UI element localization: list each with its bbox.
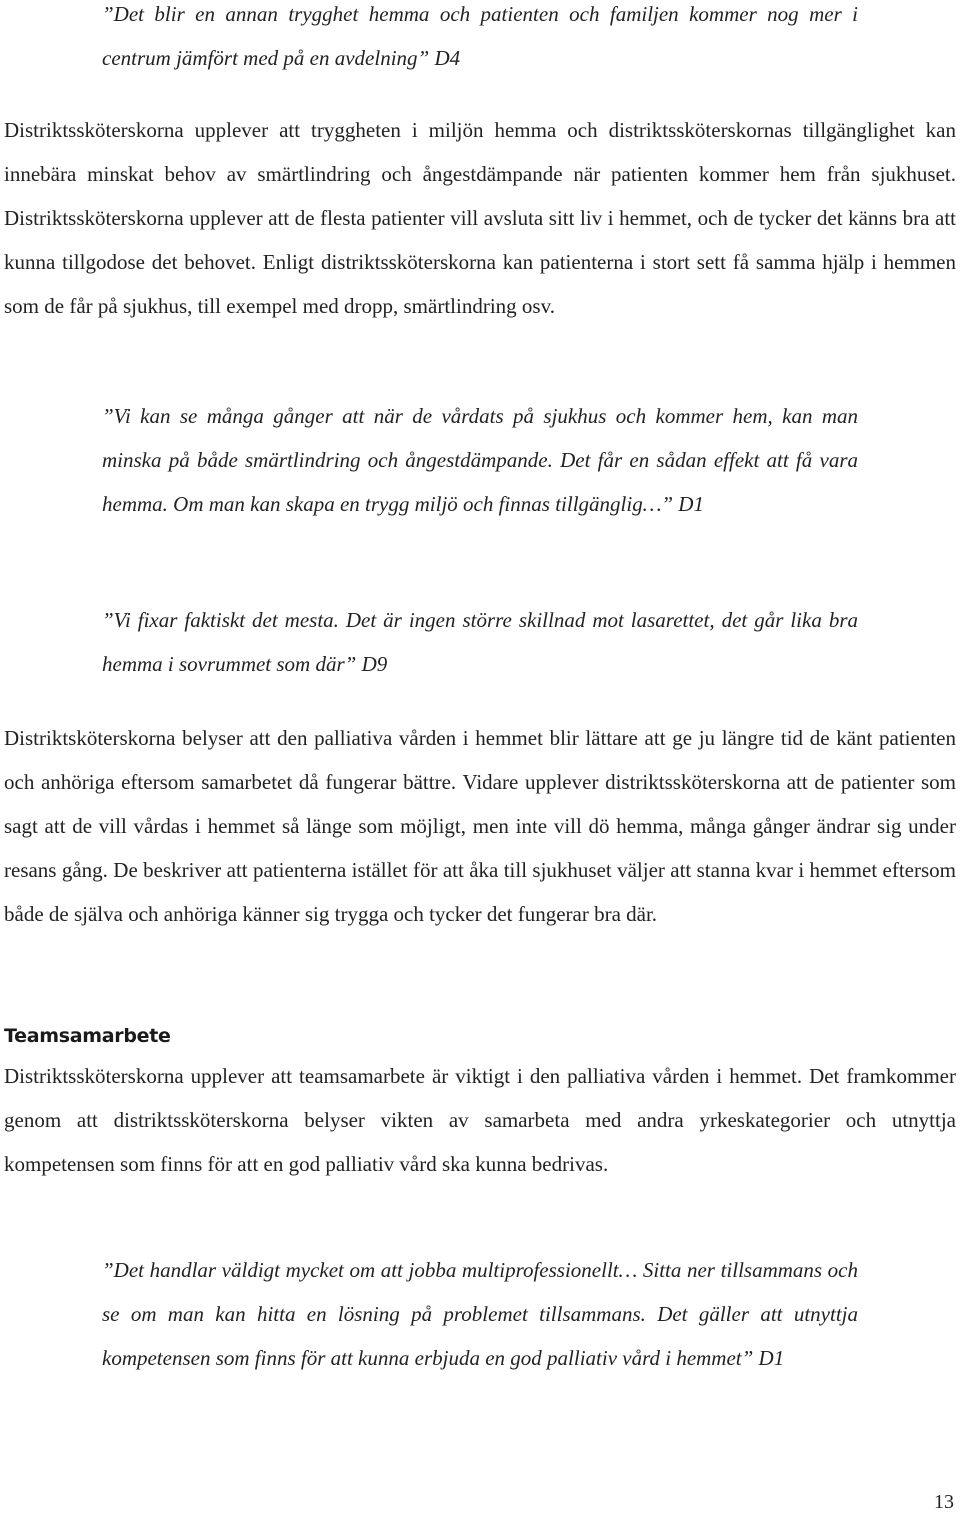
quote-d9: ”Vi fixar faktiskt det mesta. Det är ingen större skillnad mot lasarettet, det går lika bra hemma i sovrummet som där” D9	[102, 608, 858, 676]
paragraph-samarbete: Distriktsköterskorna belyser att den palliativa vården i hemmet blir lättare att ge ju längre tid de känt patienten och anhöriga eftersom samarbetet då fungerar bättre. Vidare upplever distriktssköterskorna att de patienter som sagt att de vill vårdas i hemmet så länge som möjligt, men inte vill dö hemma, många gånger ändrar sig under resans gång. De beskriver att patienterna istället för att åka till sjukhuset väljer att stanna kvar i hemmet eftersom både de själva och anhöriga känner sig trygga och tycker det fungerar bra där.	[4, 726, 956, 926]
quote-d1-smartlindring: ”Vi kan se många gånger att när de vårdats på sjukhus och kommer hem, kan man minska på både smärtlindring och ångestdämpande. Det får en sådan effekt att få vara hemma. Om man kan skapa en trygg miljö och finnas tillgänglig…” D1	[102, 404, 858, 516]
page-number: 13	[934, 1491, 954, 1513]
quote-d1-multiprofessionellt: ”Det handlar väldigt mycket om att jobba multiprofessionellt… Sitta ner tillsammans och se om man kan hitta en lösning på problemet tillsammans. Det gäller att utnyttja kompetensen som finns för att kunna erbjuda en god palliativ vård i hemmet” D1	[102, 1258, 858, 1370]
quote-d4: ”Det blir en annan trygghet hemma och patienten och familjen kommer nog mer i centrum jämfört med på en avdelning” D4	[102, 2, 858, 70]
paragraph-trygghet: Distriktssköterskorna upplever att tryggheten i miljön hemma och distriktssköterskornas tillgänglighet kan innebära minskat behov av smärtlindring och ångestdämpande när patienten kommer hem från sjukhuset. Distriktssköterskorna upplever att de flesta patienter vill avsluta sitt liv i hemmet, och de tycker det känns bra att kunna tillgodose det behovet. Enligt distriktssköterskorna kan patienterna i stort sett få samma hjälp i hemmen som de får på sjukhus, till exempel med dropp, smärtlindring osv.	[4, 118, 956, 318]
section-heading: Teamsamarbete	[4, 1025, 171, 1047]
paragraph-teamsamarbete: Distriktssköterskorna upplever att teamsamarbete är viktigt i den palliativa vården i hemmet. Det framkommer genom att distriktssköterskorna belyser vikten av samarbeta med andra yrkeskategorier och utnyttja kompetensen som finns för att en god palliativ vård ska kunna bedrivas.	[4, 1064, 956, 1176]
